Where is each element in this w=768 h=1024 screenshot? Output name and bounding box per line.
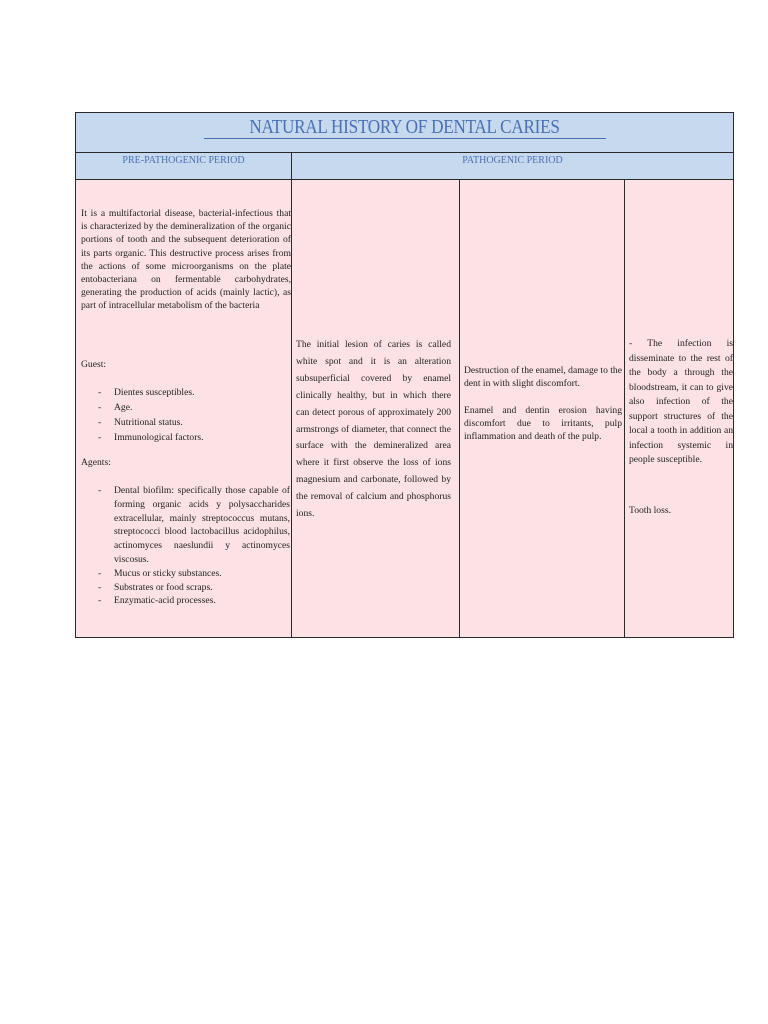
list-item: - Nutritional status.: [98, 415, 204, 430]
list-item: - Mucus or sticky substances.: [98, 567, 290, 581]
list-item: - Dental biofilm: specifically those capable of forming organic acids y polysaccharides extracellular, mainly streptococcus mutans, streptococci blood lactobacillus acidophilus, actinomyces naeslundii y actinomyces viscosus.: [98, 484, 290, 567]
content-row: [76, 180, 733, 637]
pathogenic-header: PATHOGENIC PERIOD: [462, 155, 563, 166]
list-item: - Substrates or food scraps.: [98, 581, 290, 595]
infection-text: - The infection is disseminate to the rest of the body a through the bloodstream, it can to give also infection of the support structures of the local a tooth in addition an infection systemic in people susceptible.: [629, 338, 733, 465]
list-item: - Immunological factors.: [98, 430, 204, 445]
initial-lesion-cell: [292, 180, 460, 637]
infection-cell: [625, 180, 733, 637]
caries-table: [75, 112, 734, 638]
list-item: - Enzymatic-acid processes.: [98, 594, 290, 608]
dentin-erosion-text: Enamel and dentin erosion having discomfort due to irritants, pulp inflammation and death of the pulp.: [464, 405, 622, 443]
guest-list: [98, 385, 204, 445]
tooth-loss-text: Tooth loss.: [629, 505, 671, 516]
white-spot-description: The initial lesion of caries is called white spot and it is an alteration subsuperficial covered by enamel clinically healthy, but in which there can detect porous of approximately 200 armstrongs of diameter, that connect the surface with the demineralized area where it first observe the loss of ions magnesium and carbonate, followed by the removal of calcium and phosphorus ions.: [296, 339, 451, 520]
pre-pathogenic-header: PRE-PATHOGENIC PERIOD: [76, 153, 292, 179]
pre-pathogenic-cell: [76, 180, 292, 637]
period-header-row: [76, 153, 733, 180]
list-item: - Age.: [98, 400, 204, 415]
title-row: [76, 113, 733, 153]
enamel-destruction-cell: [460, 180, 625, 637]
disease-description: It is a multifactorial disease, bacterial-infectious that is characterized by the demineralization of the organic portions of tooth and the subsequent deterioration of its parts organic. This destructive process arises from the actions of some microorganisms on the plate entobacteriana on fermentable carbohydrates, generating the production of acids (mainly lactic), as part of intracellular metabolism of the bacteria: [81, 208, 291, 312]
title-underline: [204, 138, 606, 139]
agents-label: Agents:: [81, 457, 111, 468]
agents-list: [98, 484, 290, 608]
guest-label: Guest:: [81, 359, 107, 370]
list-item: - Dientes susceptibles.: [98, 385, 204, 400]
table-title: NATURAL HISTORY OF DENTAL CARIES: [249, 117, 560, 138]
enamel-destruction-text: Destruction of the enamel, damage to the dent in with slight discomfort.: [464, 365, 622, 390]
